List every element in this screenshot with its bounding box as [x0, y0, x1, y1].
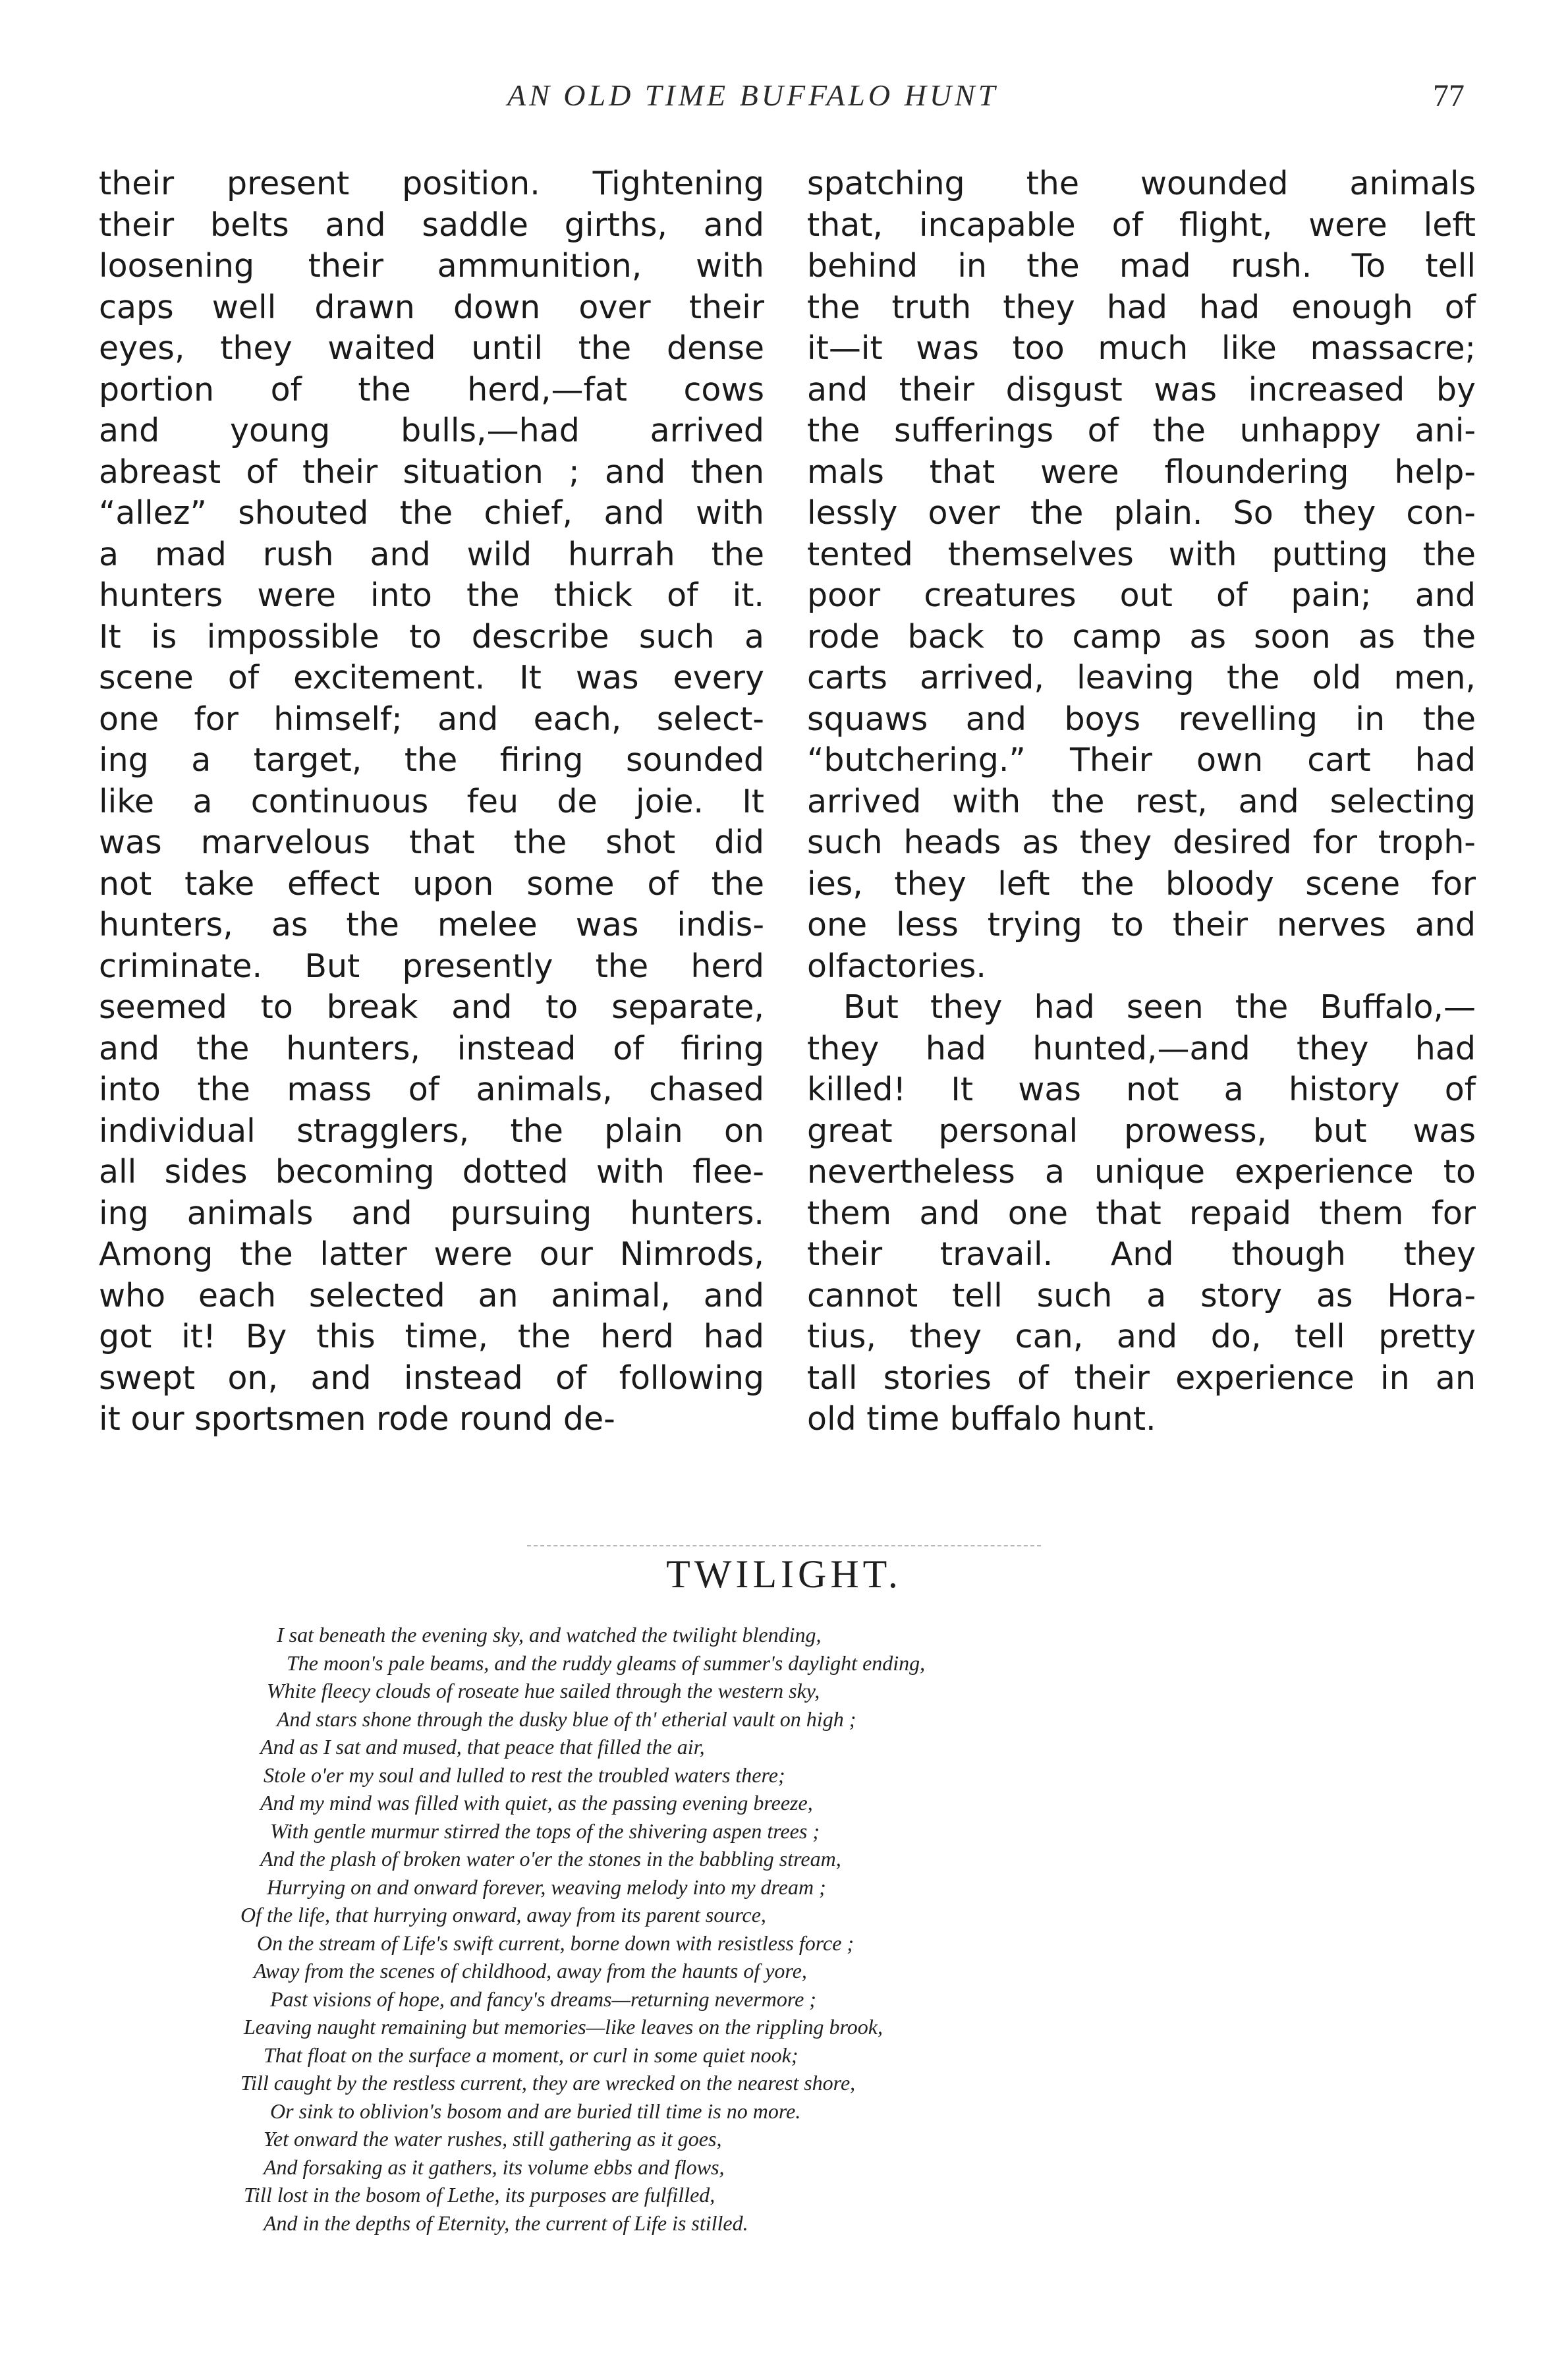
text-line: like a continuous feu de joie. It [99, 782, 764, 820]
poem-line: That float on the surface a moment, or curl in some quiet nook; [264, 2043, 798, 2067]
text-line: killed! It was not a history of [807, 1071, 1476, 1108]
poem-line: Leaving naught remaining but memories—like leaves on the rippling brook, [244, 2015, 883, 2039]
text-line: who each selected an animal, and [99, 1276, 764, 1314]
text-line: got it! By this time, the herd had [99, 1318, 764, 1355]
poem-line: And the plash of broken water o'er the stones in the babbling stream, [260, 1847, 841, 1871]
text-line: they had hunted,—and they had [807, 1029, 1476, 1067]
text-line: Among the latter were our Nimrods, [99, 1235, 764, 1273]
running-title: AN OLD TIME BUFFALO HUNT [507, 78, 999, 112]
text-line: ies, they left the bloody scene for [807, 864, 1476, 903]
poem-line: Away from the scenes of childhood, away from the haunts of yore, [254, 1959, 807, 1983]
poem-line: On the stream of Life's swift current, borne down with resistless force ; [257, 1931, 854, 1955]
text-line: it—it was too much like massacre; [807, 329, 1476, 367]
text-line: the sufferings of the unhappy ani- [807, 412, 1476, 449]
text-line: them and one that repaid them for [807, 1194, 1476, 1232]
text-line: nevertheless a unique experience to [807, 1153, 1476, 1191]
poem-line: Till caught by the restless current, they are wrecked on the nearest shore, [240, 2071, 856, 2095]
text-line: one less trying to their nerves and [807, 906, 1476, 944]
text-line: not take effect upon some of the [99, 864, 764, 903]
text-line: olfactories. [807, 947, 987, 985]
text-line: their belts and saddle girths, and [99, 206, 764, 244]
text-line: criminate. But presently the herd [99, 947, 764, 985]
page-number: 77 [1433, 78, 1465, 113]
text-line: carts arrived, leaving the old men, [807, 659, 1476, 696]
text-line: all sides becoming dotted with flee- [99, 1153, 764, 1191]
text-line: their present position. Tightening [99, 165, 764, 202]
text-line: “butchering.” Their own cart had [807, 741, 1476, 779]
poem-line: With gentle murmur stirred the tops of the shivering aspen trees ; [270, 1819, 820, 1843]
text-line: tius, they can, and do, tell pretty [807, 1318, 1476, 1355]
text-line: old time buffalo hunt. [807, 1400, 1156, 1438]
text-line: rode back to camp as soon as the [807, 617, 1476, 656]
poem-line: Till lost in the bosom of Lethe, its purposes are fulfilled, [244, 2183, 715, 2207]
text-line: portion of the herd,—fat cows [99, 370, 764, 409]
poem-line: And stars shone through the dusky blue of th' etherial vault on high ; [277, 1707, 856, 1731]
text-line: and the hunters, instead of firing [99, 1029, 764, 1067]
text-line: But they had seen the Buffalo,— [843, 988, 1476, 1026]
text-line: poor creatures out of pain; and [807, 577, 1476, 614]
right-column [807, 163, 1476, 1440]
text-line: one for himself; and each, select- [99, 700, 764, 738]
text-line: hunters were into the thick of it. [99, 577, 764, 614]
poem-line: The moon's pale beams, and the ruddy gleams of summer's daylight ending, [287, 1651, 926, 1675]
text-line: cannot tell such a story as Hora- [807, 1276, 1476, 1314]
text-line: abreast of their situation ; and then [99, 453, 764, 491]
poem-title: TWILIGHT. [666, 1552, 902, 1596]
text-line: such heads as they desired for troph- [807, 824, 1476, 861]
text-line: behind in the mad rush. To tell [807, 247, 1476, 285]
poem-line: And my mind was filled with quiet, as the passing evening breeze, [260, 1791, 813, 1815]
poem-line: Hurrying on and onward forever, weaving melody into my dream ; [267, 1875, 826, 1899]
text-line: and their disgust was increased by [807, 370, 1476, 409]
text-line: eyes, they waited until the dense [99, 329, 764, 367]
poem-line: Past visions of hope, and fancy's dreams—returning nevermore ; [270, 1987, 816, 2011]
text-line: swept on, and instead of following [99, 1359, 764, 1397]
text-line: mals that were floundering help- [807, 453, 1476, 491]
text-line: loosening their ammunition, with [99, 247, 764, 285]
text-line: hunters, as the melee was indis- [99, 906, 764, 944]
poem-line: I sat beneath the evening sky, and watched the twilight blending, [277, 1623, 822, 1647]
text-line: squaws and boys revelling in the [807, 700, 1476, 738]
running-head [0, 78, 1568, 124]
text-line: arrived with the rest, and selecting [807, 782, 1476, 820]
poem-line: And forsaking as it gathers, its volume ebbs and flows, [264, 2155, 725, 2179]
left-column [99, 163, 764, 1440]
poem-line: Of the life, that hurrying onward, away from its parent source, [240, 1903, 766, 1927]
text-line: ing animals and pursuing hunters. [99, 1194, 764, 1232]
text-line: individual stragglers, the plain on [99, 1112, 764, 1150]
poem-line: Yet onward the water rushes, still gathering as it goes, [264, 2127, 722, 2151]
text-line: tented themselves with putting the [807, 535, 1476, 573]
text-line: the truth they had had enough of [807, 288, 1476, 326]
text-line: caps well drawn down over their [99, 288, 764, 326]
text-line: lessly over the plain. So they con- [807, 494, 1476, 532]
text-line: ing a target, the firing sounded [99, 741, 764, 779]
poem-line: White fleecy clouds of roseate hue sailed through the western sky, [267, 1679, 820, 1703]
text-line: into the mass of animals, chased [99, 1071, 764, 1108]
poem-line: And as I sat and mused, that peace that filled the air, [260, 1735, 705, 1759]
text-line: that, incapable of flight, were left [807, 206, 1476, 244]
poem-line: And in the depths of Eternity, the current of Life is stilled. [264, 2211, 748, 2235]
text-line: “allez” shouted the chief, and with [99, 494, 764, 532]
text-line: It is impossible to describe such a [99, 617, 764, 656]
section-divider [527, 1545, 1041, 1546]
text-line: scene of excitement. It was every [99, 659, 764, 696]
text-line: it our sportsmen rode round de- [99, 1400, 615, 1438]
poem-line: Stole o'er my soul and lulled to rest the troubled waters there; [264, 1763, 785, 1787]
text-line: a mad rush and wild hurrah the [99, 535, 764, 573]
text-line: was marvelous that the shot did [99, 824, 764, 861]
text-line: their travail. And though they [807, 1235, 1476, 1273]
text-line: tall stories of their experience in an [807, 1359, 1476, 1397]
poem-line: Or sink to oblivion's bosom and are buried till time is no more. [270, 2099, 801, 2123]
text-line: and young bulls,—had arrived [99, 412, 764, 449]
text-line: seemed to break and to separate, [99, 988, 764, 1026]
text-line: spatching the wounded animals [807, 165, 1476, 202]
text-line: great personal prowess, but was [807, 1112, 1476, 1150]
